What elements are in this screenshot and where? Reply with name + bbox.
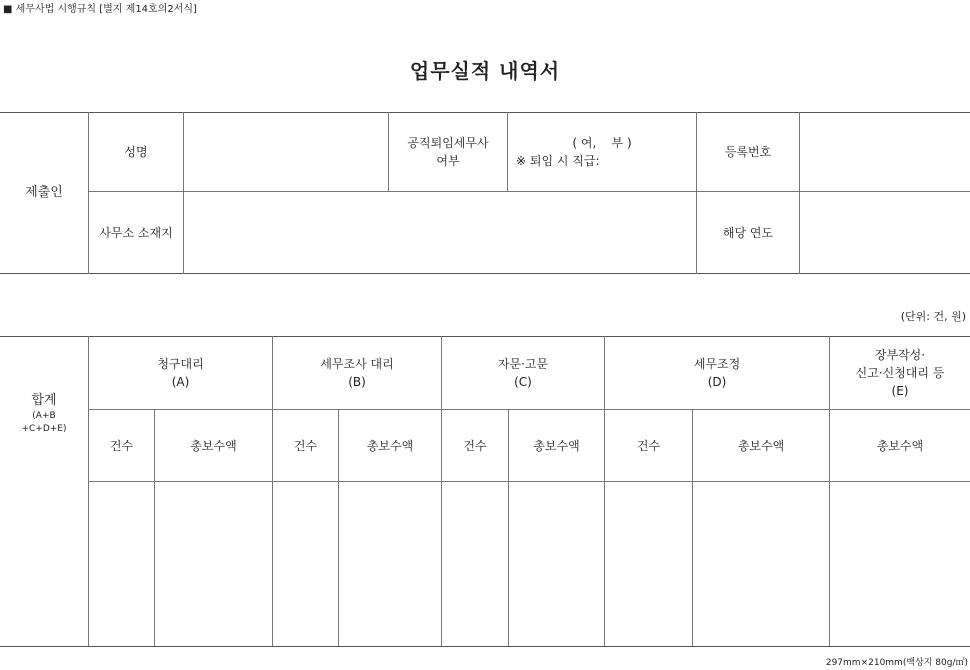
- page-title: 업무실적 내역서: [409, 59, 561, 83]
- count-input-c[interactable]: [442, 482, 508, 646]
- year-label: 해당 연도: [722, 225, 774, 240]
- count-input-a[interactable]: [89, 482, 154, 646]
- total-formula: (A+B +C+D+E): [21, 411, 67, 434]
- retired-field[interactable]: [508, 113, 696, 191]
- submitter-label: 제출인: [25, 185, 63, 200]
- group-header-c: [442, 337, 604, 409]
- retired-choice: ( 여, 부 ): [572, 136, 632, 150]
- office-field[interactable]: [184, 192, 696, 273]
- group-d-code: (D): [707, 375, 727, 389]
- year-field[interactable]: [800, 192, 970, 273]
- amount-header: 총보수액: [190, 438, 237, 453]
- table-bottom-rule: [0, 646, 970, 647]
- paper-spec: 297mm×210mm(백상지 80g/㎡): [825, 658, 968, 668]
- count-header: 건수: [293, 438, 318, 453]
- amount-header: 총보수액: [876, 438, 924, 453]
- group-a-label: 청구대리: [157, 357, 204, 371]
- amount-input-d[interactable]: [693, 482, 829, 646]
- retired-rank-note: ※ 퇴임 시 직급:: [516, 154, 600, 168]
- form-header-note: ■ 세무사법 시행규칙 [별지 제14호의2서식]: [3, 4, 197, 15]
- total-input-cell[interactable]: [0, 482, 88, 646]
- reg-no-label: 등록번호: [724, 145, 772, 159]
- reg-no-field[interactable]: [800, 113, 970, 191]
- name-label: 성명: [124, 145, 148, 159]
- group-a-code: (A): [171, 375, 190, 389]
- rule-bottom: [0, 273, 970, 274]
- unit-note: (단위: 건, 원): [900, 310, 966, 323]
- group-c-code: (C): [514, 375, 532, 389]
- group-header-b: [273, 337, 441, 409]
- retired-label: 공직퇴임세무사 여부: [407, 136, 489, 168]
- amount-header: 총보수액: [533, 438, 580, 453]
- count-header: 건수: [636, 438, 661, 453]
- group-header-d: [605, 337, 829, 409]
- count-input-d[interactable]: [605, 482, 692, 646]
- group-e-label-2: 신고·신청대리 등: [855, 366, 945, 380]
- group-b-code: (B): [348, 375, 366, 389]
- count-header: 건수: [109, 438, 134, 453]
- group-e-code: (E): [891, 384, 909, 398]
- amount-input-b[interactable]: [339, 482, 441, 646]
- group-header-a: [89, 337, 272, 409]
- amount-header: 총보수액: [366, 438, 414, 453]
- total-label: 합계: [31, 393, 57, 408]
- group-b-label: 세무조사 대리: [320, 357, 394, 371]
- amount-input-c[interactable]: [509, 482, 604, 646]
- amount-header: 총보수액: [737, 438, 785, 453]
- total-header: [0, 337, 88, 481]
- name-field[interactable]: [184, 113, 388, 191]
- amount-input-a[interactable]: [155, 482, 272, 646]
- group-e-label-1: 장부작성·: [874, 348, 926, 362]
- amount-input-e[interactable]: [830, 482, 970, 646]
- group-c-label: 자문·고문: [497, 357, 549, 371]
- group-d-label: 세무조정: [693, 357, 741, 371]
- count-header: 건수: [463, 438, 487, 453]
- group-header-e: [830, 337, 970, 409]
- count-input-b[interactable]: [273, 482, 338, 646]
- office-label: 사무소 소재지: [99, 225, 173, 240]
